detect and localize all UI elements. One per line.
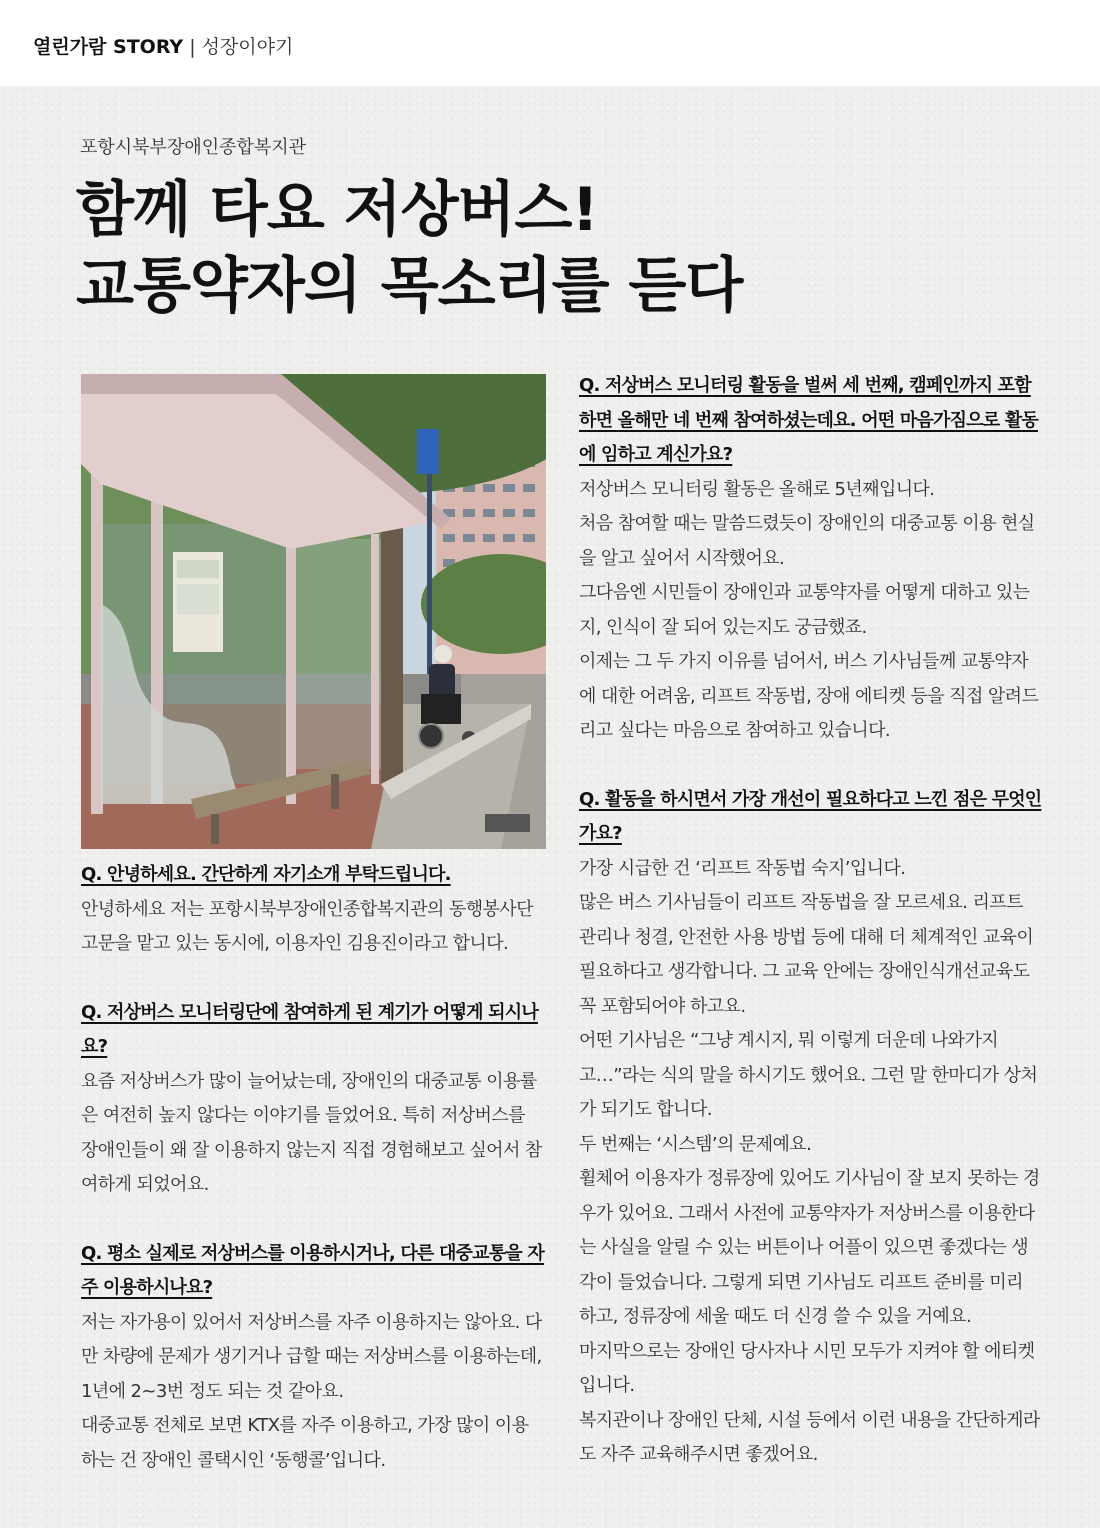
question-2: Q. 저상버스 모니터링단에 참여하게 된 계기가 어떻게 되시나요? [81, 1001, 538, 1057]
title-line-2: 교통약자의 목소리를 듣다 [76, 251, 743, 321]
answer-3-paragraph-1: 저는 자가용이 있어서 저상버스를 자주 이용하지는 않아요. 다만 차량에 문제가 생기거나 급할 때는 저상버스를 이용하는데, 1년에 2~3번 정도 되는 것 같아요. [81, 1311, 542, 1402]
brand-name: 열린가람 STORY [33, 36, 184, 58]
title-line-1: 함께 타요 저상버스! [76, 175, 598, 245]
question-5: Q. 활동을 하시면서 가장 개선이 필요하다고 느낀 점은 무엇인가요? [579, 788, 1042, 844]
answer-3-paragraph-2: 대중교통 전체로 보면 KTX를 자주 이용하고, 가장 많이 이용하는 건 장애인 콜택시인 ‘동행콜’입니다. [81, 1415, 529, 1471]
answer-4-paragraph-1: 저상버스 모니터링 활동은 올해로 5년째입니다. [579, 478, 935, 500]
answer-4-paragraph-3: 그다음엔 시민들이 장애인과 교통약자를 어떻게 대하고 있는지, 인식이 잘 되어 있는지도 궁금했죠. [579, 582, 1030, 638]
answer-5-paragraph-1: 가장 시급한 건 ‘리프트 작동법 숙지’입니다. [579, 857, 906, 879]
article-title [76, 172, 742, 324]
answer-5-paragraph-7: 복지관이나 장애인 단체, 시설 등에서 이런 내용을 간단하게라도 자주 교육해주시면 좋겠어요. [579, 1409, 1040, 1465]
answer-2-paragraph-1: 요즘 저상버스가 많이 늘어났는데, 장애인의 대중교통 이용률은 여전히 높지 않다는 이야기를 들었어요. 특히 저상버스를 장애인들이 왜 잘 이용하지 않는지 직접 경험해보고 싶어서 참여하게 되었어요. [81, 1070, 542, 1195]
answer-5-paragraph-5: 휠체어 이용자가 정류장에 있어도 기사님이 잘 보지 못하는 경우가 있어요. 그래서 사전에 교통약자가 저상버스를 이용한다는 사실을 알릴 수 있는 버튼이나 어플이 있으면 좋겠다는 생각이 들었습니다. 그렇게 되면 기사님도 리프트 준비를 미리 하고, 정류장에 세울 때도 더 신경 쓸 수 있을 거예요. [579, 1168, 1040, 1327]
question-1: Q. 안녕하세요. 간단하게 자기소개 부탁드립니다. [81, 864, 451, 885]
organization-name: 포항시북부장애인종합복지관 [80, 137, 307, 158]
left-column [81, 858, 545, 1478]
answer-1-paragraph-1: 안녕하세요 저는 포항시북부장애인종합복지관의 동행봉사단 고문을 맡고 있는 동시에, 이용자인 김용진이라고 합니다. [81, 898, 533, 954]
question-3: Q. 평소 실제로 저상버스를 이용하시거나, 다른 대중교통을 자주 이용하시나요? [81, 1242, 544, 1298]
answer-5-paragraph-2: 많은 버스 기사님들이 리프트 작동법을 잘 모르세요. 리프트 관리나 청결, 안전한 사용 방법 등에 대해 더 체계적인 교육이 필요하다고 생각합니다. 그 교육 안에는 장애인식개선교육도 꼭 포함되어야 하고요. [579, 892, 1034, 1017]
page-header [0, 0, 1100, 86]
answer-4-paragraph-2: 처음 참여할 때는 말씀드렸듯이 장애인의 대중교통 이용 현실을 알고 싶어서 시작했어요. [579, 513, 1035, 569]
header-separator: | [189, 36, 196, 58]
answer-5-paragraph-4: 두 번째는 ‘시스템’의 문제예요. [579, 1133, 812, 1155]
right-column [579, 369, 1043, 1473]
bus-stop-photo [81, 374, 546, 849]
section-name: 성장이야기 [201, 36, 294, 58]
answer-5-paragraph-3: 어떤 기사님은 “그냥 계시지, 뭐 이렇게 더운데 나와가지고…”라는 식의 말을 하시기도 했어요. 그런 말 한마디가 상처가 되기도 합니다. [579, 1030, 1038, 1120]
header-brand [33, 32, 293, 59]
answer-4-paragraph-4: 이제는 그 두 가지 이유를 넘어서, 버스 기사님들께 교통약자에 대한 어려움, 리프트 작동법, 장애 에티켓 등을 직접 알려드리고 싶다는 마음으로 참여하고 있습니다. [579, 651, 1039, 741]
answer-5-paragraph-6: 마지막으로는 장애인 당사자나 시민 모두가 지켜야 할 에티켓입니다. [579, 1340, 1035, 1396]
question-4: Q. 저상버스 모니터링 활동을 벌써 세 번째, 캠페인까지 포함하면 올해만 네 번째 참여하셨는데요. 어떤 마음가짐으로 활동에 임하고 계신가요? [579, 375, 1039, 465]
